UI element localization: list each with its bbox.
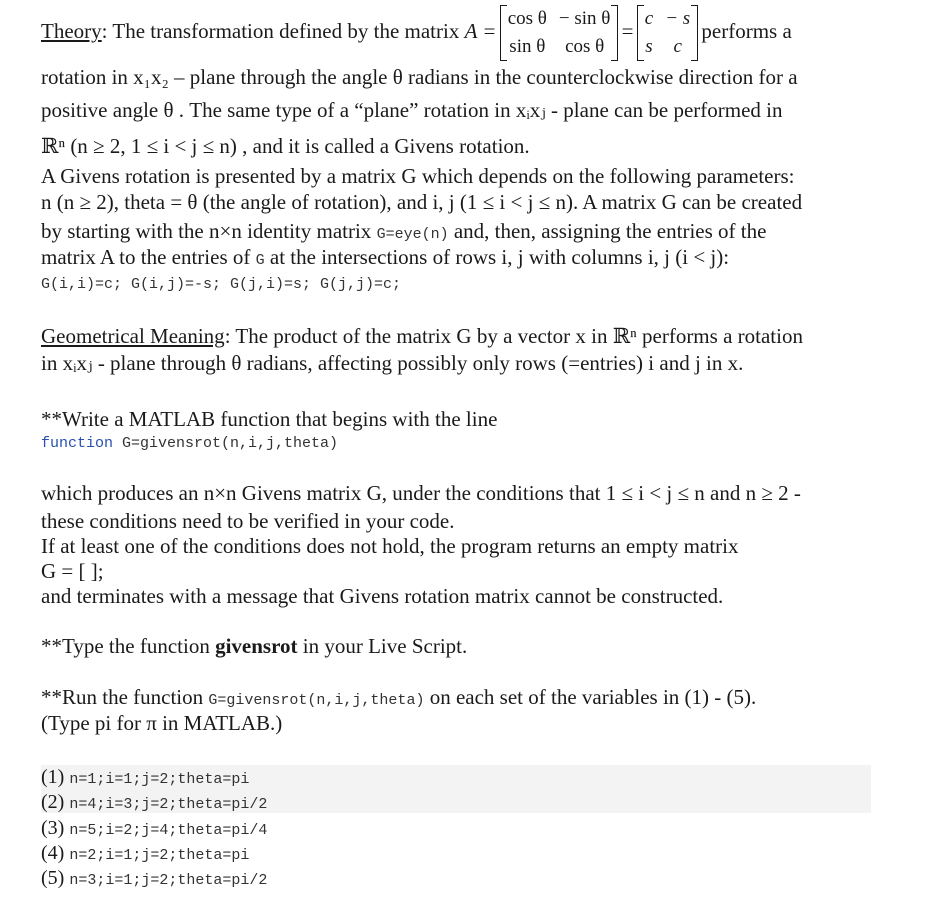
m1-cell: − sin θ <box>558 8 611 30</box>
geometric-line-1 <box>41 323 803 349</box>
run-code: n=5;i=2;j=4;theta=pi/4 <box>69 822 268 839</box>
run-item <box>41 789 267 818</box>
theory-line-4: ℝⁿ (n ≥ 2, 1 ≤ i < j ≤ n) , and it is called a Givens rotation. <box>41 134 530 158</box>
task3-post: on each set of the variables in (1) - (5). <box>424 685 757 709</box>
eye-code: G=eye(n) <box>376 226 449 243</box>
conditions-line-1: which produces an n×n Givens matrix G, under the conditions that 1 ≤ i < j ≤ n and n ≥ 2 - <box>41 481 801 505</box>
theory-line-3: positive angle θ . The same type of a “plane” rotation in xᵢxⱼ - plane can be performed in <box>41 98 783 122</box>
run-code: n=4;i=3;j=2;theta=pi/2 <box>69 796 268 813</box>
theory-heading: Theory <box>41 19 102 43</box>
theory-line-2: rotation in x₁x₂ – plane through the angle θ radians in the counterclockwise direction for a <box>41 65 798 89</box>
theory-line-8 <box>41 244 729 274</box>
run-num: (2) <box>41 791 70 813</box>
conditions-line-4: G = [ ]; <box>41 559 104 583</box>
m1-cell: cos θ <box>507 8 547 30</box>
conditions-line-3: If at least one of the conditions does not hold, the program returns an empty matrix <box>41 534 739 558</box>
conditions-line-5: and terminates with a message that Givens rotation matrix cannot be constructed. <box>41 584 724 608</box>
rotation-matrix-cs <box>639 5 696 61</box>
m1-cell: cos θ <box>565 36 605 58</box>
rotation-matrix-trig <box>502 5 617 61</box>
g-code: G <box>255 252 265 269</box>
assignment-code-line: G(i,i)=c; G(i,j)=-s; G(j,i)=s; G(j,j)=c; <box>41 276 402 293</box>
geometric-text-1: : The product of the matrix G by a vector x in ℝⁿ performs a rotation <box>224 324 803 348</box>
theory-line-7b: and, then, assigning the entries of the <box>448 219 767 243</box>
run-num: (3) <box>41 817 70 839</box>
task-type-line <box>41 633 467 659</box>
function-signature-code <box>41 431 338 457</box>
geometric-heading: Geometrical Meaning <box>41 324 225 348</box>
function-signature: G=givensrot(n,i,j,theta) <box>113 435 339 452</box>
theory-line-7a: by starting with the n×n identity matrix <box>41 219 377 243</box>
task-run-line-2: (Type pi for π in MATLAB.) <box>41 711 283 735</box>
task-write-line: **Write a MATLAB function that begins with the line <box>41 407 498 431</box>
task2-pre: **Type the function <box>41 634 216 658</box>
geometric-line-2: in xᵢxⱼ - plane through θ radians, affecting possibly only rows (=entries) i and j in x. <box>41 351 744 375</box>
m2-cell: c <box>673 36 682 58</box>
m2-cell: s <box>645 36 653 58</box>
run-item <box>41 865 267 894</box>
theory-line-1: Theory: The transformation defined by the matrix A = cos θ − sin θ sin θ cos θ = c − s s c performs a <box>41 2 792 61</box>
m2-cell: − s <box>665 8 691 30</box>
run-code: n=2;i=1;j=2;theta=pi <box>69 847 250 864</box>
function-keyword: function <box>41 435 114 452</box>
run-code: n=1;i=1;j=2;theta=pi <box>69 771 250 788</box>
m1-cell: sin θ <box>509 36 546 58</box>
run-code: G=givensrot(n,i,j,theta) <box>208 692 425 709</box>
theory-line-6: n (n ≥ 2), theta = θ (the angle of rotation), and i, j (1 ≤ i < j ≤ n). A matrix G can be created <box>41 190 803 214</box>
run-num: (5) <box>41 867 70 889</box>
theory-intro: : The transformation defined by the matrix <box>101 19 460 43</box>
m2-cell: c <box>644 8 654 30</box>
run-code: n=3;i=1;j=2;theta=pi/2 <box>69 872 268 889</box>
matrix-label: A = <box>464 19 497 43</box>
theory-line-8a: matrix A to the entries of <box>41 245 256 269</box>
task2-post: in your Live Script. <box>297 634 468 658</box>
theory-line-8b: at the intersections of rows i, j with columns i, j (i < j): <box>264 245 730 269</box>
theory-line-5: A Givens rotation is presented by a matrix G which depends on the following parameters: <box>41 164 795 188</box>
conditions-line-2: these conditions need to be verified in your code. <box>41 509 455 533</box>
task3-pre: **Run the function <box>41 685 209 709</box>
run-num: (1) <box>41 766 70 788</box>
run-num: (4) <box>41 842 70 864</box>
givensrot-name: givensrot <box>215 634 298 658</box>
theory-performs: performs a <box>701 19 792 43</box>
